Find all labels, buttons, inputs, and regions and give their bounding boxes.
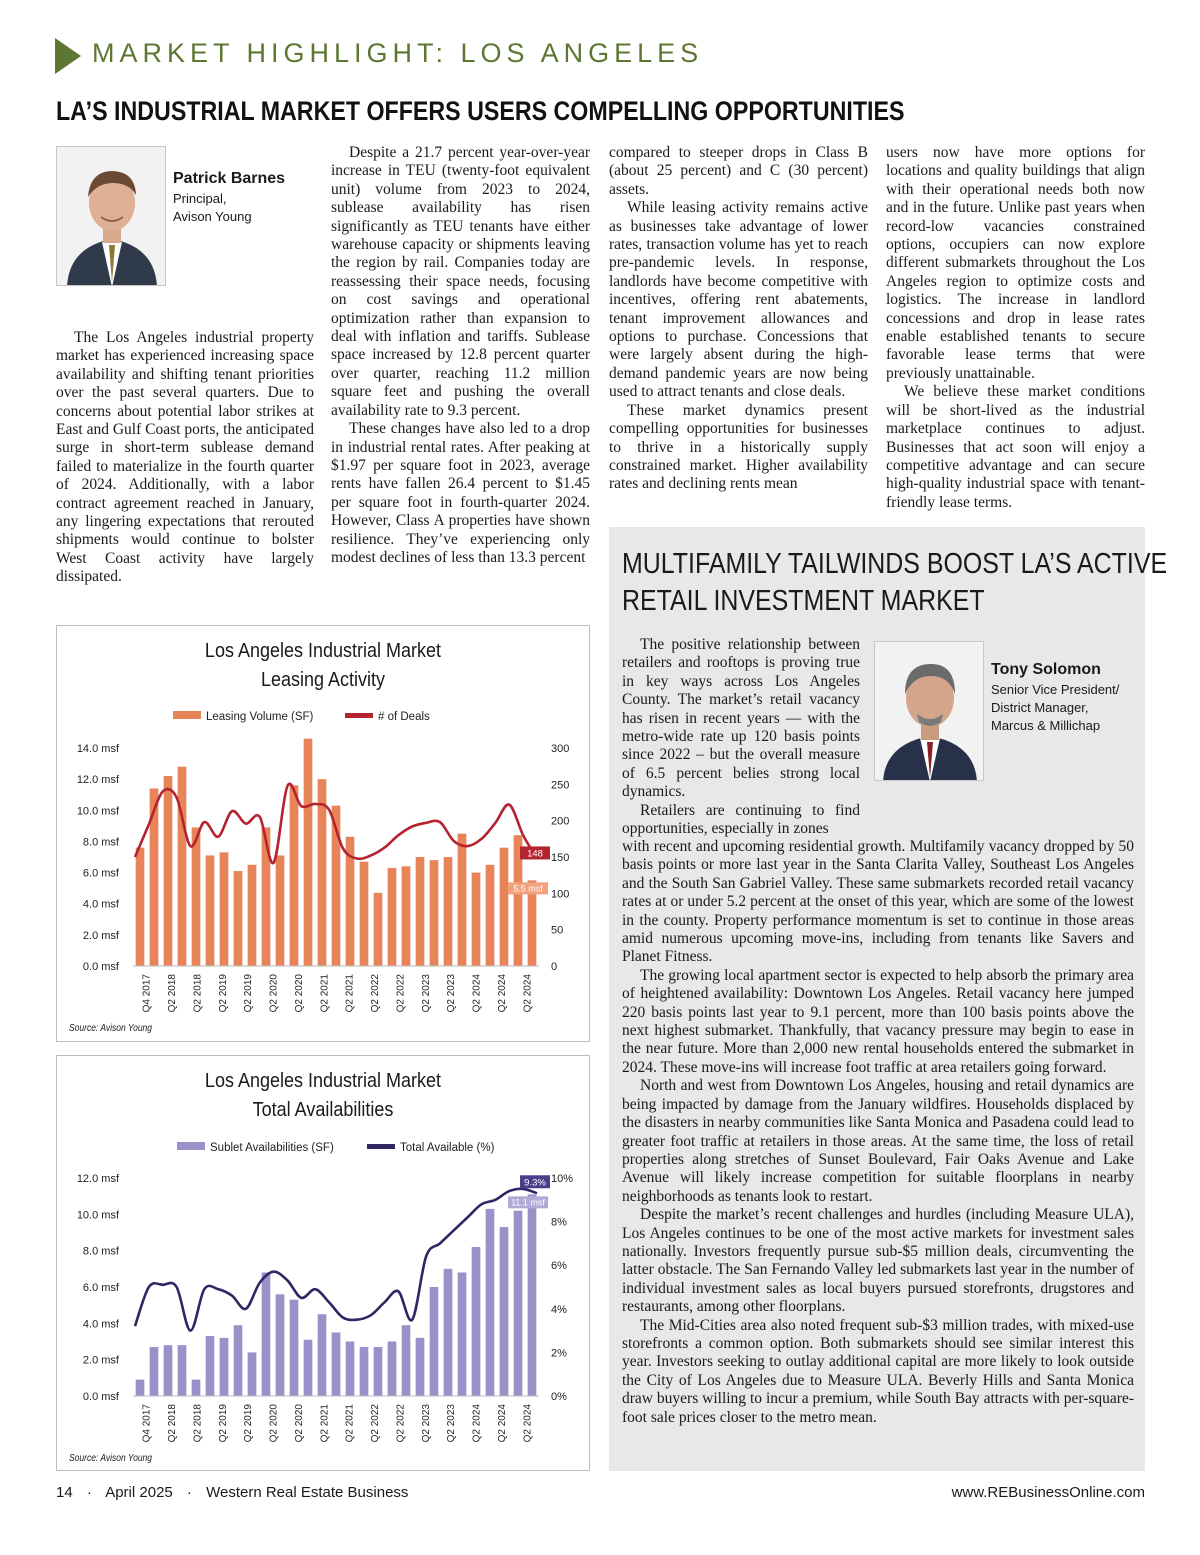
chart-bar (248, 1352, 257, 1396)
y-axis-tick-label: 10.0 msf (76, 1209, 119, 1222)
chart-bar (234, 871, 243, 966)
article-paragraph: Retailers are continuing to find opportunities, especially in zones (622, 801, 860, 838)
chart-bar (276, 1294, 285, 1396)
chart-title-line: Los Angeles Industrial Market (204, 1070, 442, 1092)
chart-bar (290, 785, 299, 966)
y-axis-tick-label: 2.0 msf (82, 1354, 119, 1367)
chart-title-line: Los Angeles Industrial Market (204, 640, 442, 662)
chart-bar (304, 1340, 313, 1396)
chart-source: Source: Avison Young (69, 1453, 153, 1464)
chart-bar (248, 865, 257, 966)
article-paragraph: These changes have also led to a drop in industrial rental rates. After peaking at $1.97 per square foot in 2023, average rents have fallen 26.4 percent to $1.45 per square foot in fourth-quarter 2024. However, Class A properties have shown resilience. They’ve experiencing only modest declines of less than 13.3 percent (331, 420, 590, 566)
article-paragraph: North and west from Downtown Los Angeles, housing and retail dynamics are being impacted by damage from the January wildfires. Households displaced by the disasters in nearby communities like Santa Monica and Pasadena could lead to greater foot traffic at retailers in those areas. At the same time, the loss of retail properties along stretches of Sunset Boulevard, Fair Oaks Avenue and Lake Avenue will likely increase competition for suitable floorplans in nearby neighborhoods as tenants look to restart. (622, 1077, 1134, 1205)
chart-bar (220, 1338, 229, 1396)
chart-bar (178, 767, 187, 966)
sidebar-article-bottom (622, 838, 1134, 1427)
legend-swatch-bars (177, 1142, 205, 1150)
chart-bar (346, 1342, 355, 1397)
x-axis-tick-label: Q2 2021 (344, 1404, 356, 1443)
leasing-activity-chart (56, 625, 590, 1042)
y-axis-tick-label: 12.0 msf (76, 774, 119, 787)
legend-label: Leasing Volume (SF) (206, 711, 314, 723)
legend-swatch-line (367, 1144, 395, 1149)
chart-bar (150, 788, 159, 966)
author-title-line: District Manager, (991, 700, 1089, 715)
chart-bar (318, 1314, 327, 1396)
legend-label: # of Deals (378, 711, 430, 723)
page-footer (56, 1484, 408, 1501)
sidebar-headline-line: MULTIFAMILY TAILWINDS BOOST LA’S ACTIVE (622, 548, 1168, 580)
total-availabilities-plot (57, 1056, 589, 1470)
chart-bar (136, 1380, 145, 1396)
article-paragraph: While leasing activity remains active as businesses take advantage of lower rates, transaction volume has yet to reach pre-pandemic levels. In response, landlords have become competitive with incentives, offering rent abatements, tenant improvement allowances and options to purchase. Concessions that were largely absent during the high-demand pandemic years are now being used to attract tenants and close deals. (609, 199, 868, 401)
x-axis-tick-label: Q2 2023 (420, 1404, 432, 1443)
chart-bar (402, 1325, 411, 1396)
y2-axis-tick-label: 8% (551, 1216, 567, 1229)
x-axis-tick-label: Q2 2022 (370, 974, 382, 1013)
x-axis-tick-label: Q2 2022 (395, 1404, 407, 1443)
x-axis-tick-label: Q2 2019 (243, 974, 255, 1013)
page-headline: LA’S INDUSTRIAL MARKET OFFERS USERS COMPELLING OPPORTUNITIES (56, 96, 905, 126)
chart-bar (206, 1336, 215, 1396)
x-axis-tick-label: Q2 2018 (192, 974, 204, 1013)
chart-bar (262, 827, 271, 966)
x-axis-tick-label: Q2 2022 (395, 974, 407, 1013)
legend-swatch-bars (173, 711, 201, 719)
chart-bar (500, 1227, 509, 1396)
footer-separator: · (186, 1484, 192, 1501)
y2-axis-tick-label: 4% (551, 1303, 567, 1316)
x-axis-tick-label: Q2 2024 (496, 1404, 508, 1443)
x-axis-tick-label: Q2 2021 (344, 974, 356, 1013)
x-axis-tick-label: Q4 2017 (141, 1404, 153, 1443)
x-axis-tick-label: Q2 2024 (496, 974, 508, 1013)
section-label: MARKET HIGHLIGHT: LOS ANGELES (92, 38, 704, 68)
article-paragraph: compared to steeper drops in Class B (about 25 percent) and C (30 percent) assets. (609, 144, 868, 198)
y-axis-tick-label: 0.0 msf (82, 1391, 119, 1403)
x-axis-tick-label: Q2 2020 (268, 1404, 280, 1443)
x-axis-tick-label: Q2 2019 (217, 974, 229, 1013)
chart-bar (486, 1209, 495, 1396)
x-axis-tick-label: Q2 2023 (420, 974, 432, 1013)
y2-axis-tick-label: 200 (551, 815, 570, 828)
article-paragraph: users now have more options for locations and quality buildings that align with their operational needs both now and in the future. Unlike past years when record-low vacancies constrained options, occupiers can now explore different submarkets throughout the Los Angeles region to optimize costs and logistics. The increase in landlord concessions and drop in lease rates enable established tenants to secure favorable lease terms that were previously unattainable. (886, 144, 1145, 382)
sidebar-article-top (622, 636, 860, 838)
y2-axis-tick-label: 0 (551, 961, 558, 973)
y2-axis-tick-label: 50 (551, 924, 564, 937)
chart-bar (374, 893, 383, 966)
x-axis-tick-label: Q2 2020 (293, 974, 305, 1013)
chart-bar (374, 1347, 383, 1396)
y2-axis-tick-label: 250 (551, 779, 570, 792)
x-axis-tick-label: Q2 2024 (471, 974, 483, 1013)
portrait-icon (875, 642, 984, 781)
x-axis-tick-label: Q2 2018 (167, 1404, 179, 1443)
chart-bar (276, 855, 285, 966)
y-axis-tick-label: 6.0 msf (82, 867, 119, 880)
article-paragraph: Despite a 21.7 percent year-over-year increase in TEU (twenty-foot equivalent unit) volume from 2023 to 2024, sublease availability has risen significantly as TEU tenants have either warehouse capacity or shipments leaving the region by rail. Companies today are reassessing their space needs, focusing on cost savings and operational optimization rather than expansion to deal with inflation and tariffs. Sublease space increased by 12.8 percent quarter over quarter, reaching 11.2 million square feet and pushing the overall availability rate to 9.3 percent. (331, 144, 590, 419)
article-column-1 (56, 329, 314, 587)
x-axis-tick-label: Q2 2024 (522, 1404, 534, 1443)
chart-bar (332, 1332, 341, 1396)
chart-bar (500, 848, 509, 966)
website-url: www.REBusinessOnline.com (951, 1484, 1145, 1501)
chart-bar (290, 1300, 299, 1396)
article-paragraph: The positive relationship between retailers and rooftops is proving true in key ways across Los Angeles County. The market’s retail vacancy has risen in recent years — with the metro-wide rate up 120 basis points since 2022 – but the overall measure of 6.5 percent belies strong local dynamics. (622, 636, 860, 801)
chart-bar (444, 857, 453, 966)
chart-title-line: Total Availabilities (252, 1099, 394, 1121)
x-axis-tick-label: Q2 2021 (319, 974, 331, 1013)
y-axis-tick-label: 0.0 msf (82, 961, 119, 973)
line-data-label: 9.3% (524, 1177, 546, 1189)
article-paragraph: with recent and upcoming residential growth. Multifamily vacancy dropped by 50 basis points or more last year in the Santa Clarita Valley, Southeast Los Angeles and the South San Gabriel Valley. These same submarkets recorded retail vacancy rates at or under 5.2 percent at the onset of this year, which are some of the lowest in the county. Property performance momentum is set to continue in those areas amid numerous upcoming move-ins, including from tenants like Savers and Planet Fitness. (622, 838, 1134, 966)
y2-axis-tick-label: 100 (551, 888, 570, 901)
author-title-line: Marcus & Millichap (991, 718, 1101, 733)
author-name: Tony Solomon (991, 661, 1101, 678)
chart-bar (458, 1272, 467, 1396)
line-data-label: 148 (527, 848, 543, 860)
sidebar-headline-line: RETAIL INVESTMENT MARKET (622, 585, 985, 617)
y2-axis-tick-label: 150 (551, 852, 570, 864)
publication-name: Western Real Estate Business (206, 1484, 409, 1501)
x-axis-tick-label: Q2 2023 (446, 1404, 458, 1443)
chart-bar (150, 1347, 159, 1396)
legend-label: Total Available (%) (400, 1142, 495, 1154)
article-column-3 (609, 144, 868, 494)
x-axis-tick-label: Q2 2023 (446, 974, 458, 1013)
y-axis-tick-label: 10.0 msf (76, 805, 119, 818)
y-axis-tick-label: 2.0 msf (82, 929, 119, 942)
chart-bar (192, 827, 201, 966)
author-name: Patrick Barnes (173, 170, 286, 187)
leasing-activity-plot (57, 626, 589, 1041)
chart-bar (472, 873, 481, 966)
x-axis-tick-label: Q2 2024 (471, 1404, 483, 1443)
chart-bar (164, 776, 173, 966)
x-axis-tick-label: Q2 2018 (192, 1404, 204, 1443)
chart-bar (136, 848, 145, 966)
chart-source: Source: Avison Young (69, 1023, 153, 1034)
chart-bar (430, 1287, 439, 1396)
portrait-icon (57, 147, 166, 286)
chart-bar (234, 1325, 243, 1396)
x-axis-tick-label: Q2 2021 (319, 1404, 331, 1443)
article-paragraph: The Los Angeles industrial property market has experienced increasing space availability and shifting tenant priorities over the past several quarters. Due to concerns about potential labor strikes at East and Gulf Coast ports, the anticipated surge in short-term sublease demand failed to materialize in the fourth quarter of 2024. Additionally, with a labor contract agreement reached in January, any lingering expectations that rerouted shipments would continue to bolster West Coast activity have largely dissipated. (56, 329, 314, 586)
article-paragraph: Despite the market’s recent challenges and hurdles (including Measure ULA), Los Angeles continues to be one of the most active markets for investment sales nationally. Investors frequently pursue sub-$5 million deals, circumventing the latter obstacle. The San Fernando Valley led submarkets last year in the number of individual investment sales as local buyers pursued storefronts, drugstores and restaurants, among other floorplans. (622, 1206, 1134, 1316)
author-photo-tony-solomon (874, 641, 984, 781)
chart-bar (318, 779, 327, 966)
author-title-line: Senior Vice President/ (991, 682, 1120, 697)
article-column-4 (886, 144, 1145, 512)
chart-bar (430, 860, 439, 966)
y-axis-tick-label: 14.0 msf (76, 743, 119, 755)
section-arrow-icon (55, 38, 81, 74)
y2-axis-tick-label: 10% (551, 1173, 574, 1185)
x-axis-tick-label: Q2 2019 (243, 1404, 255, 1443)
chart-bar (388, 868, 397, 966)
legend-label: Sublet Availabilities (SF) (210, 1142, 334, 1154)
article-column-2 (331, 144, 590, 567)
x-axis-tick-label: Q2 2022 (370, 1404, 382, 1443)
chart-bar (486, 865, 495, 966)
chart-bar (178, 1345, 187, 1396)
bar-data-label: 11.1 msf (511, 1197, 545, 1208)
chart-bar (528, 1194, 537, 1396)
chart-bar (458, 834, 467, 966)
x-axis-tick-label: Q4 2017 (141, 974, 153, 1013)
chart-bar (262, 1272, 271, 1396)
chart-bar (220, 852, 229, 966)
chart-bar (360, 862, 369, 966)
chart-bar (360, 1347, 369, 1396)
article-paragraph: We believe these market conditions will be short-lived as the industrial marketplace continues to adjust. Businesses that act soon will enjoy a competitive advantage and can secure high-quality industrial space with tenant-friendly lease terms. (886, 383, 1145, 511)
legend-swatch-line (345, 713, 373, 718)
author-title (991, 681, 1119, 735)
y-axis-tick-label: 8.0 msf (82, 1245, 119, 1258)
chart-bar (206, 855, 215, 966)
author-title (173, 190, 252, 226)
y-axis-tick-label: 6.0 msf (82, 1282, 119, 1294)
page-number: 14 (56, 1484, 73, 1501)
y-axis-tick-label: 12.0 msf (76, 1173, 119, 1185)
article-paragraph: These market dynamics present compelling opportunities for businesses to thrive in a historically supply constrained market. Higher availability rates and declining rents mean (609, 401, 868, 493)
chart-bar (402, 866, 411, 966)
y2-axis-tick-label: 0% (551, 1391, 567, 1403)
total-availabilities-chart (56, 1055, 590, 1471)
y-axis-tick-label: 4.0 msf (82, 1318, 119, 1331)
x-axis-tick-label: Q2 2024 (522, 974, 534, 1013)
chart-bar (416, 857, 425, 966)
article-paragraph: The Mid-Cities area also noted frequent sub-$3 million trades, with mixed-use storefronts a common option. Both submarkets should see similar interest this year. Investors seeking to outlay additional capital are more likely to look outside the City of Los Angeles due to Measure ULA. Beverly Hills and Santa Monica draw buyers willing to incur a premium, while South Bay attracts with per-square-foot sale prices closer to the metro mean. (622, 1316, 1134, 1426)
chart-bar (416, 1338, 425, 1396)
bar-data-label: 5.5 msf (513, 883, 543, 894)
chart-bar (164, 1345, 173, 1396)
chart-bar (472, 1247, 481, 1396)
sidebar-headline (622, 546, 1168, 620)
chart-bar (388, 1342, 397, 1397)
x-axis-tick-label: Q2 2019 (217, 1404, 229, 1443)
issue-date: April 2025 (105, 1484, 173, 1501)
chart-title-line: Leasing Activity (260, 669, 386, 691)
chart-bar (192, 1380, 201, 1396)
x-axis-tick-label: Q2 2020 (293, 1404, 305, 1443)
article-paragraph: The growing local apartment sector is expected to help absorb the primary area of heightened availability: Downtown Los Angeles. Retail vacancy here jumped 220 basis points last year to 9.1 percent, more than 100 basis points above the next highest submarket. Thankfully, that vacancy pressure may begin to ease in the near future. More than 2,000 new rental households entered the submarket in 2024. These move-ins will increase foot traffic at area retailers going forward. (622, 966, 1134, 1076)
y-axis-tick-label: 4.0 msf (82, 898, 119, 911)
x-axis-tick-label: Q2 2020 (268, 974, 280, 1013)
y2-axis-tick-label: 300 (551, 743, 570, 755)
chart-bar (304, 739, 313, 966)
author-title-line: Avison Young (173, 209, 252, 224)
chart-bar (444, 1269, 453, 1396)
y2-axis-tick-label: 6% (551, 1260, 567, 1273)
author-photo-patrick-barnes (56, 146, 166, 286)
author-title-line: Principal, (173, 191, 227, 206)
y2-axis-tick-label: 2% (551, 1347, 567, 1360)
footer-separator: · (86, 1484, 92, 1501)
x-axis-tick-label: Q2 2018 (167, 974, 179, 1013)
y-axis-tick-label: 8.0 msf (82, 836, 119, 849)
chart-bar (514, 1211, 523, 1396)
